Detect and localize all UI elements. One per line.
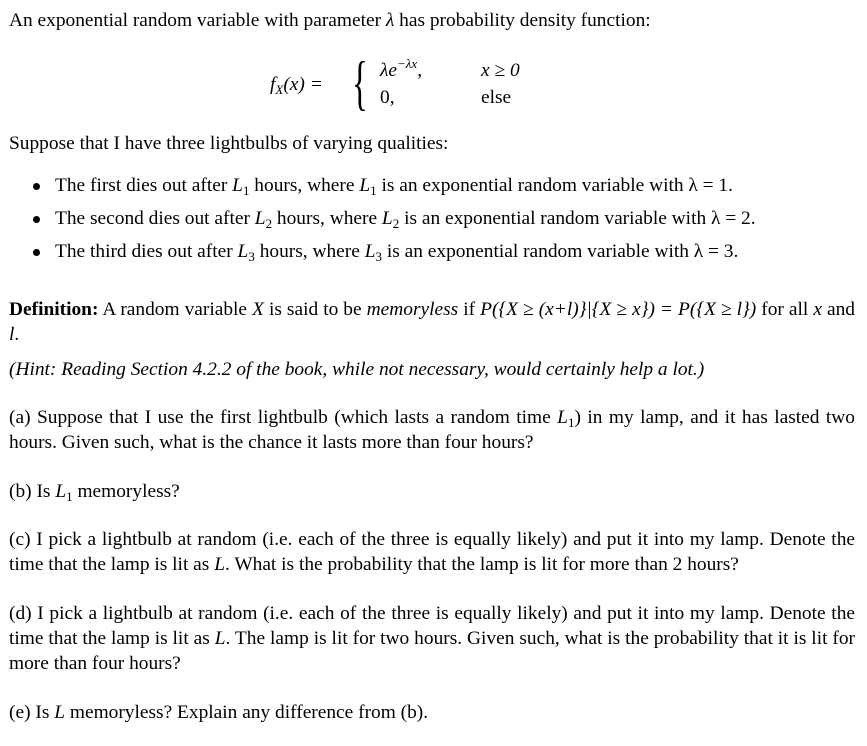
pdf-case-1-value: $\lambda e^{-\lambda x}$, (380, 56, 423, 81)
bullet-icon (33, 249, 40, 256)
pdf-case-2-value: 0, (380, 87, 395, 108)
list-item: The second dies out after $L_2$ hours, where $L_2$ is an exponential random variable with λ = 2. (55, 206, 756, 231)
definition-label: Definition: (9, 299, 99, 320)
pdf-equation (270, 50, 570, 116)
question-c: (c) I pick a lightbulb at random (i.e. each of the three is equally likely) and put it into my lamp. Denote the time that the lamp is lit as L. What is the probability that the lamp is lit for more than 2 hours? (9, 529, 855, 575)
pdf-lhs: $f_X(x)$ = (270, 74, 323, 97)
memoryless-formula: P({X ≥ (x+l)}|{X ≥ x}) = P({X ≥ l}) (480, 299, 757, 320)
suppose-text: Suppose that I have three lightbulbs of varying qualities: (9, 133, 449, 154)
bullet-icon (33, 216, 40, 223)
pdf-case-1-condition: x ≥ 0 (481, 60, 520, 81)
list-item: The third dies out after $L_3$ hours, where $L_3$ is an exponential random variable with λ = 3. (55, 239, 738, 264)
question-b: (b) Is $L_1$ memoryless? (9, 481, 180, 504)
bullet-icon (33, 183, 40, 190)
intro-text: An exponential random variable with parameter λ has probability density function: (9, 10, 651, 31)
question-e: (e) Is L memoryless? Explain any difference from (b). (9, 702, 429, 723)
definition-paragraph: Definition: A random variable X is said to be memoryless if P({X ≥ (x+l)}|{X ≥ x}) = P({X ≥ l}) for all x and l. (9, 299, 855, 345)
question-d: (d) I pick a lightbulb at random (i.e. each of the three is equally likely) and put it into my lamp. Denote the time that the lamp is lit as L. The lamp is lit for two hours. Given such, what is the probability that it is lit for more than four hours? (9, 603, 855, 674)
lambda-symbol: λ (385, 10, 395, 31)
left-brace: { (352, 50, 368, 116)
question-a: (a) Suppose that I use the first lightbulb (which lasts a random time $L_1$) in my lamp, and it has lasted two hours. Given such, what is the chance it lasts more than four hours? (9, 407, 855, 453)
memoryless-term: memoryless (366, 299, 459, 320)
list-item: The first dies out after $L_1$ hours, where $L_1$ is an exponential random variable with λ = 1. (55, 173, 733, 198)
hint-text: (Hint: Reading Section 4.2.2 of the book, while not necessary, would certainly help a lot.) (9, 359, 705, 380)
pdf-case-2-condition: else (481, 87, 512, 108)
